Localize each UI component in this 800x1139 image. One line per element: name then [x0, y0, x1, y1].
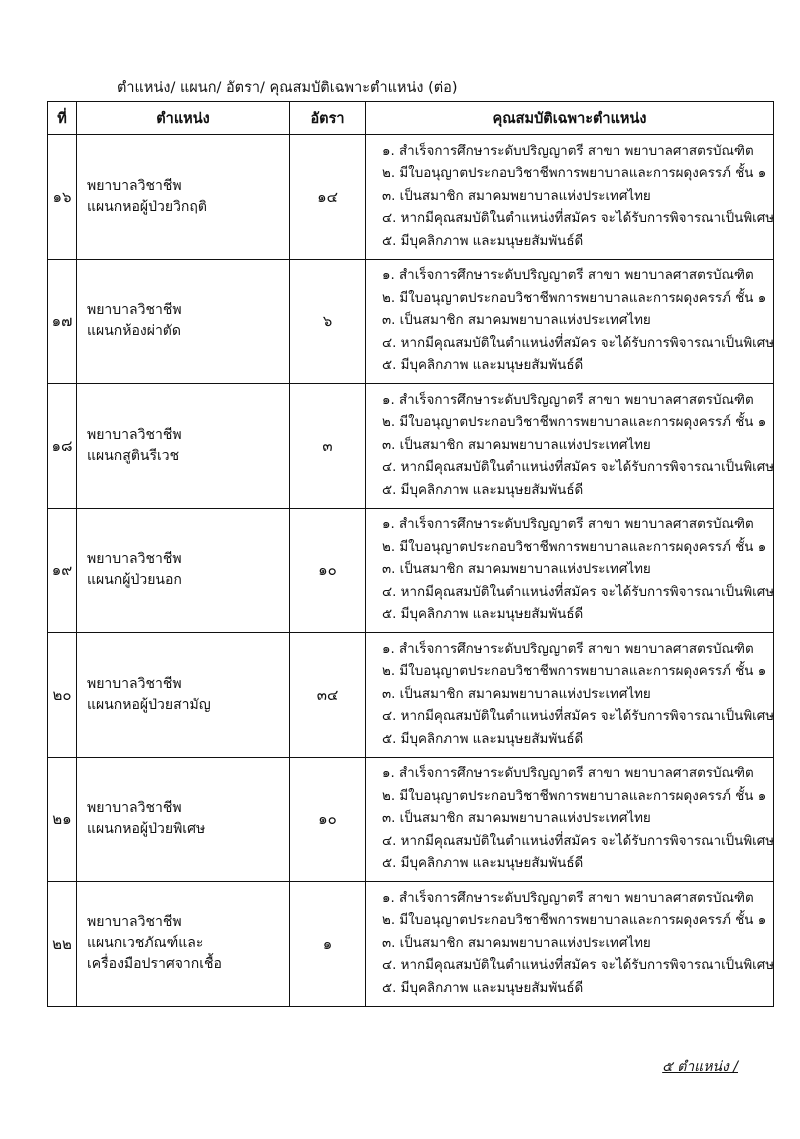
page-footer: ๕ ตำแหน่ง /: [662, 1059, 738, 1075]
row-number: ๑๖: [48, 135, 77, 260]
qualification-item: ๓. เป็นสมาชิก สมาคมพยาบาลแห่งประเทศไทย: [382, 811, 651, 826]
qualification-item: ๔. หากมีคุณสมบัติในตำแหน่งที่สมัคร จะได้รับการพิจารณาเป็นพิเศษ: [382, 709, 775, 724]
qualification-item: ๒. มีใบอนุญาตประกอบวิชาชีพการพยาบาลและการผดุงครรภ์ ชั้น ๑: [382, 664, 767, 679]
position-title-line: พยาบาลวิชาชีพ: [87, 914, 182, 931]
qualification-item: ๒. มีใบอนุญาตประกอบวิชาชีพการพยาบาลและการผดุงครรภ์ ชั้น ๑: [382, 539, 767, 555]
qualifications-cell: [366, 384, 774, 509]
position-title-line: พยาบาลวิชาชีพ: [87, 551, 182, 568]
table-row: [48, 259, 774, 384]
qualification-list: [382, 763, 773, 876]
row-number: ๒๑: [48, 757, 77, 882]
qualifications-cell: [366, 757, 774, 882]
qualification-item: ๑. สำเร็จการศึกษาระดับปริญญาตรี สาขา พยาบาลศาสตรบัณฑิต: [382, 392, 754, 408]
positions-table: [47, 101, 774, 1007]
qualification-list: [382, 390, 773, 503]
qualifications-cell: [366, 259, 774, 384]
qualification-item: ๓. เป็นสมาชิก สมาคมพยาบาลแห่งประเทศไทย: [382, 562, 651, 577]
table-row: [48, 633, 774, 758]
qualification-item: ๑. สำเร็จการศึกษาระดับปริญญาตรี สาขา พยาบาลศาสตรบัณฑิต: [382, 517, 754, 532]
position-title-cell: [77, 882, 290, 1007]
position-rate: ๑: [290, 882, 366, 1007]
position-title-line: พยาบาลวิชาชีพ: [87, 675, 182, 692]
qualification-item: ๕. มีบุคลิกภาพ และมนุษยสัมพันธ์ดี: [382, 358, 584, 373]
qualification-item: ๔. หากมีคุณสมบัติในตำแหน่งที่สมัคร จะได้รับการพิจารณาเป็นพิเศษ: [382, 460, 775, 475]
position-title-cell: [77, 757, 290, 882]
row-number: ๒๐: [48, 633, 77, 758]
qualification-item: ๒. มีใบอนุญาตประกอบวิชาชีพการพยาบาลและการผดุงครรภ์ ชั้น ๑: [382, 913, 767, 928]
qualification-list: [382, 888, 773, 1001]
qualification-item: ๓. เป็นสมาชิก สมาคมพยาบาลแห่งประเทศไทย: [382, 935, 651, 951]
row-number: ๑๗: [48, 259, 77, 384]
table-row: [48, 757, 774, 882]
qualification-item: ๔. หากมีคุณสมบัติในตำแหน่งที่สมัคร จะได้รับการพิจารณาเป็นพิเศษ: [382, 211, 775, 226]
qualifications-cell: [366, 508, 774, 633]
qualification-list: [382, 514, 773, 627]
qualification-item: ๑. สำเร็จการศึกษาระดับปริญญาตรี สาขา พยาบาลศาสตรบัณฑิต: [382, 143, 754, 159]
qualification-item: ๓. เป็นสมาชิก สมาคมพยาบาลแห่งประเทศไทย: [382, 686, 651, 702]
position-title-cell: [77, 384, 290, 509]
position-rate: ๓๔: [290, 633, 366, 758]
row-number: ๒๒: [48, 882, 77, 1007]
qualification-item: ๑. สำเร็จการศึกษาระดับปริญญาตรี สาขา พยาบาลศาสตรบัณฑิต: [382, 766, 754, 781]
qualification-list: [382, 639, 773, 752]
qualification-list: [382, 141, 773, 254]
page-caption: ตำแหน่ง/ แผนก/ อัตรา/ คุณสมบัติเฉพาะตำแหน่ง (ต่อ): [117, 80, 458, 96]
qualifications-cell: [366, 633, 774, 758]
qualification-item: ๔. หากมีคุณสมบัติในตำแหน่งที่สมัคร จะได้รับการพิจารณาเป็นพิเศษ: [382, 335, 775, 351]
position-title-line: แผนกเวชภัณฑ์และ: [87, 935, 204, 952]
qualification-item: ๕. มีบุคลิกภาพ และมนุษยสัมพันธ์ดี: [382, 233, 584, 249]
qualifications-cell: [366, 882, 774, 1007]
position-title-line: พยาบาลวิชาชีพ: [87, 426, 182, 443]
table-body: [48, 135, 774, 1007]
table-row: [48, 508, 774, 633]
position-title-line: เครื่องมือปราศจากเชื้อ: [87, 956, 222, 973]
qualification-item: ๒. มีใบอนุญาตประกอบวิชาชีพการพยาบาลและการผดุงครรภ์ ชั้น ๑: [382, 290, 767, 306]
position-rate: ๓: [290, 384, 366, 509]
position-rate: ๑๐: [290, 508, 366, 633]
position-title-line: แผนกผู้ป่วยนอก: [87, 572, 182, 589]
qualification-item: ๑. สำเร็จการศึกษาระดับปริญญาตรี สาขา พยาบาลศาสตรบัณฑิต: [382, 268, 754, 283]
qualification-item: ๑. สำเร็จการศึกษาระดับปริญญาตรี สาขา พยาบาลศาสตรบัณฑิต: [382, 641, 754, 657]
table-header-row: [48, 102, 774, 135]
position-title-line: พยาบาลวิชาชีพ: [87, 302, 182, 319]
qualification-item: ๕. มีบุคลิกภาพ และมนุษยสัมพันธ์ดี: [382, 482, 584, 498]
table-row: [48, 384, 774, 509]
position-title-cell: [77, 135, 290, 260]
qualification-item: ๔. หากมีคุณสมบัติในตำแหน่งที่สมัคร จะได้รับการพิจารณาเป็นพิเศษ: [382, 958, 775, 973]
header-no: ที่: [48, 102, 77, 135]
position-title-line: พยาบาลวิชาชีพ: [87, 800, 182, 817]
row-number: ๑๙: [48, 508, 77, 633]
qualification-item: ๕. มีบุคลิกภาพ และมนุษยสัมพันธ์ดี: [382, 607, 584, 622]
position-title-line: แผนกหอผู้ป่วยวิกฤติ: [87, 198, 207, 215]
position-title-line: แผนกหอผู้ป่วยสามัญ: [87, 696, 211, 713]
qualification-item: ๓. เป็นสมาชิก สมาคมพยาบาลแห่งประเทศไทย: [382, 313, 651, 328]
qualification-item: ๒. มีใบอนุญาตประกอบวิชาชีพการพยาบาลและการผดุงครรภ์ ชั้น ๑: [382, 788, 767, 804]
qualification-item: ๔. หากมีคุณสมบัติในตำแหน่งที่สมัคร จะได้รับการพิจารณาเป็นพิเศษ: [382, 584, 775, 600]
position-title-line: แผนกห้องผ่าตัด: [87, 323, 181, 340]
qualification-item: ๓. เป็นสมาชิก สมาคมพยาบาลแห่งประเทศไทย: [382, 437, 651, 453]
qualification-item: ๕. มีบุคลิกภาพ และมนุษยสัมพันธ์ดี: [382, 856, 584, 871]
position-title-line: แผนกสูตินรีเวช: [87, 447, 180, 464]
qualification-item: ๕. มีบุคลิกภาพ และมนุษยสัมพันธ์ดี: [382, 980, 584, 996]
header-qualifications: คุณสมบัติเฉพาะตำแหน่ง: [366, 102, 774, 135]
qualification-item: ๒. มีใบอนุญาตประกอบวิชาชีพการพยาบาลและการผดุงครรภ์ ชั้น ๑: [382, 415, 767, 430]
position-title-line: แผนกหอผู้ป่วยพิเศษ: [87, 821, 206, 838]
position-title-cell: [77, 508, 290, 633]
qualification-item: ๑. สำเร็จการศึกษาระดับปริญญาตรี สาขา พยาบาลศาสตรบัณฑิต: [382, 890, 754, 906]
qualifications-cell: [366, 135, 774, 260]
position-rate: ๑๐: [290, 757, 366, 882]
row-number: ๑๘: [48, 384, 77, 509]
table-row: [48, 882, 774, 1007]
qualification-item: ๔. หากมีคุณสมบัติในตำแหน่งที่สมัคร จะได้รับการพิจารณาเป็นพิเศษ: [382, 833, 775, 849]
position-rate: ๑๔: [290, 135, 366, 260]
qualification-item: ๓. เป็นสมาชิก สมาคมพยาบาลแห่งประเทศไทย: [382, 188, 651, 204]
header-rate: อัตรา: [290, 102, 366, 135]
position-title-cell: [77, 259, 290, 384]
position-title-cell: [77, 633, 290, 758]
qualification-list: [382, 265, 773, 378]
position-title-line: พยาบาลวิชาชีพ: [87, 177, 182, 194]
position-rate: ๖: [290, 259, 366, 384]
qualification-item: ๒. มีใบอนุญาตประกอบวิชาชีพการพยาบาลและการผดุงครรภ์ ชั้น ๑: [382, 166, 767, 181]
table-row: [48, 135, 774, 260]
header-position: ตำแหน่ง: [77, 102, 290, 135]
qualification-item: ๕. มีบุคลิกภาพ และมนุษยสัมพันธ์ดี: [382, 731, 584, 747]
